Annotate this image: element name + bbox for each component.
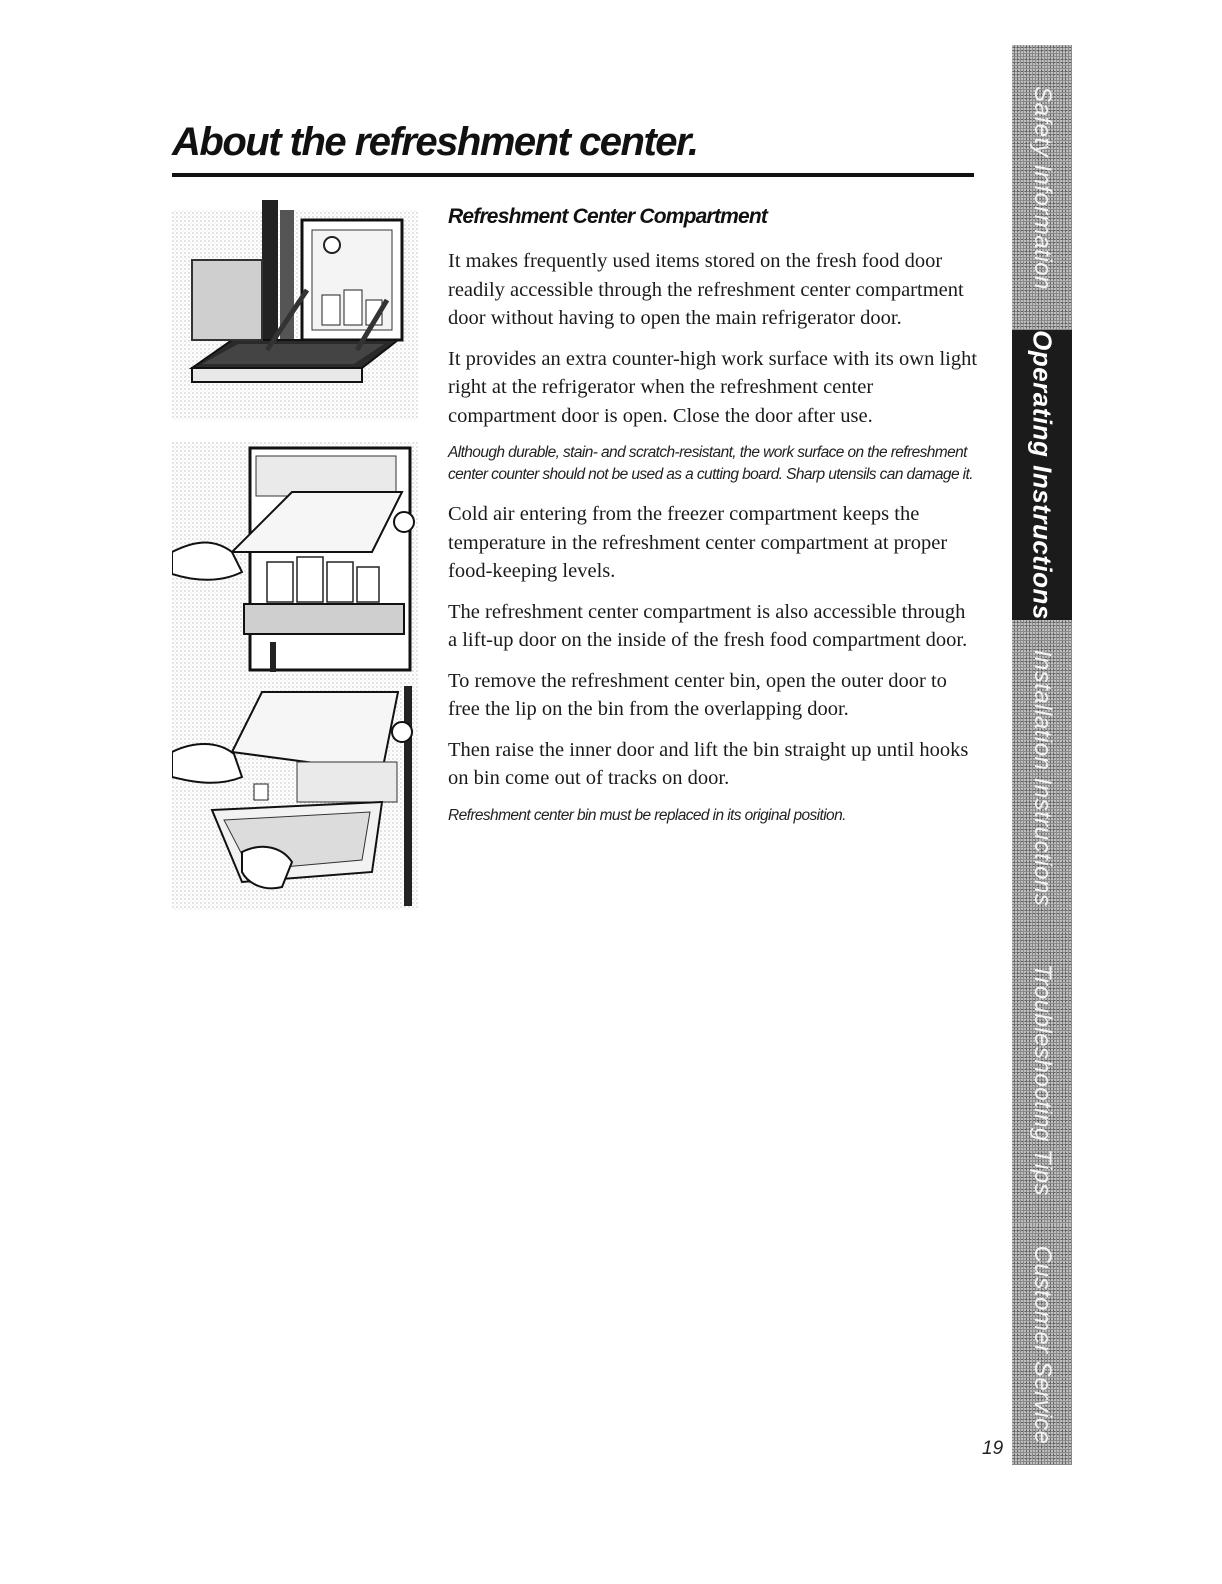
side-tabs (1012, 45, 1072, 1465)
tab-label: Safety Information (1029, 85, 1056, 290)
paragraph: The refreshment center compartment is also accessible through a lift-up door on the inside of the fresh food compartment door. (448, 600, 968, 651)
paragraph: It provides an extra counter-high work surface with its own light right at the refrigerator when the refreshment center compartment door is open. Close the door after use. (448, 347, 978, 427)
tab-safety-information[interactable] (1012, 45, 1072, 330)
paragraph: It makes frequently used items stored on the fresh food door readily accessible through the refreshment center compartment door without having to open the main refrigerator door. (448, 250, 964, 329)
tab-installation-instructions[interactable] (1012, 620, 1072, 935)
tab-operating-instructions[interactable] (1012, 330, 1072, 620)
refreshment-center-open-door-icon (172, 200, 418, 428)
note: Refreshment center bin must be replaced in its original position. (448, 806, 846, 824)
remove-bin-icon (172, 682, 418, 910)
note: Although durable, stain- and scratch-resistant, the work surface on the refreshment center counter should not be used as a cutting board. Sharp utensils can damage it. (448, 444, 973, 483)
tab-troubleshooting-tips[interactable] (1012, 935, 1072, 1225)
tab-label: Troubleshooting Tips (1029, 963, 1056, 1197)
paragraph: Cold air entering from the freezer compartment keeps the temperature in the refreshment center compartment at proper food-keeping levels. (448, 503, 948, 582)
section-heading: Refreshment Center Compartment (448, 205, 768, 228)
tab-label: Customer Service (1029, 1245, 1056, 1445)
page-title: About the refreshment center. (172, 120, 698, 164)
title-rule (172, 173, 974, 177)
tab-label: Installation Instructions (1029, 649, 1056, 906)
paragraph: Then raise the inner door and lift the bin straight up until hooks on bin come out of tracks on door. (448, 738, 969, 789)
lift-up-inner-door-icon (172, 442, 418, 682)
tab-customer-service[interactable] (1012, 1225, 1072, 1465)
page-number: 19 (982, 1438, 1004, 1459)
illustrations (172, 200, 418, 910)
content-column (448, 203, 978, 841)
tab-label: Operating Instructions (1027, 330, 1058, 620)
paragraph: To remove the refreshment center bin, open the outer door to free the lip on the bin from the overlapping door. (448, 669, 947, 720)
